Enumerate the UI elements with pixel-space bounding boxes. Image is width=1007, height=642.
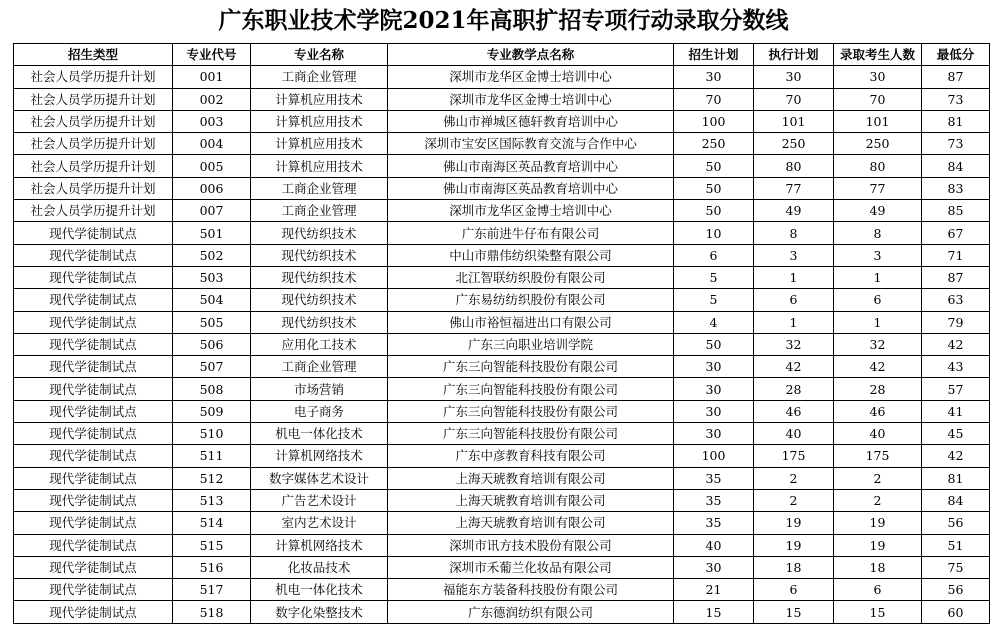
admitted-count-cell: 42 — [834, 356, 922, 378]
major-code-cell: 007 — [173, 200, 251, 222]
table-body — [14, 66, 990, 623]
major-code-cell: 503 — [173, 266, 251, 288]
min-score-cell: 73 — [922, 88, 990, 110]
min-score-cell: 43 — [922, 356, 990, 378]
major-code-cell: 515 — [173, 534, 251, 556]
table-row — [14, 579, 990, 601]
enrollment-plan-cell: 50 — [674, 200, 754, 222]
min-score-cell: 75 — [922, 556, 990, 578]
enrollment-plan-cell: 250 — [674, 133, 754, 155]
min-score-cell: 87 — [922, 66, 990, 88]
teaching-site-cell: 中山市鼎伟纺织染整有限公司 — [388, 244, 674, 266]
enrollment-plan-cell: 30 — [674, 356, 754, 378]
teaching-site-cell: 深圳市龙华区金博士培训中心 — [388, 66, 674, 88]
table-row — [14, 400, 990, 422]
admission-score-table — [13, 43, 990, 624]
min-score-cell: 42 — [922, 333, 990, 355]
enrollment-plan-cell: 4 — [674, 311, 754, 333]
enrollment-plan-cell: 40 — [674, 534, 754, 556]
major-code-cell: 506 — [173, 333, 251, 355]
teaching-site-cell: 深圳市讯方技术股份有限公司 — [388, 534, 674, 556]
min-score-cell: 56 — [922, 512, 990, 534]
teaching-site-cell: 上海天琥教育培训有限公司 — [388, 467, 674, 489]
table-row — [14, 244, 990, 266]
enrollment-plan-cell: 100 — [674, 445, 754, 467]
executed-plan-cell: 30 — [754, 66, 834, 88]
executed-plan-cell: 3 — [754, 244, 834, 266]
executed-plan-cell: 19 — [754, 512, 834, 534]
enrollment-type-cell: 现代学徒制试点 — [14, 244, 173, 266]
min-score-cell: 41 — [922, 400, 990, 422]
table-row — [14, 534, 990, 556]
executed-plan-cell: 2 — [754, 467, 834, 489]
major-code-cell: 504 — [173, 289, 251, 311]
min-score-cell: 81 — [922, 110, 990, 132]
admitted-count-cell: 46 — [834, 400, 922, 422]
enrollment-type-cell: 现代学徒制试点 — [14, 423, 173, 445]
major-name-cell: 机电一体化技术 — [251, 579, 388, 601]
teaching-site-cell: 广东易纺纺织股份有限公司 — [388, 289, 674, 311]
teaching-site-cell: 深圳市宝安区国际教育交流与合作中心 — [388, 133, 674, 155]
executed-plan-cell: 8 — [754, 222, 834, 244]
min-score-cell: 45 — [922, 423, 990, 445]
enrollment-type-cell: 现代学徒制试点 — [14, 579, 173, 601]
admitted-count-cell: 18 — [834, 556, 922, 578]
admitted-count-cell: 40 — [834, 423, 922, 445]
executed-plan-cell: 6 — [754, 579, 834, 601]
min-score-cell: 57 — [922, 378, 990, 400]
enrollment-type-cell: 社会人员学历提升计划 — [14, 66, 173, 88]
enrollment-type-cell: 现代学徒制试点 — [14, 534, 173, 556]
header-enrollment-type: 招生类型 — [14, 44, 173, 66]
major-code-cell: 509 — [173, 400, 251, 422]
executed-plan-cell: 40 — [754, 423, 834, 445]
teaching-site-cell: 佛山市裕恒福进出口有限公司 — [388, 311, 674, 333]
enrollment-plan-cell: 100 — [674, 110, 754, 132]
major-code-cell: 006 — [173, 177, 251, 199]
major-name-cell: 化妆品技术 — [251, 556, 388, 578]
enrollment-plan-cell: 50 — [674, 177, 754, 199]
teaching-site-cell: 北江智联纺织股份有限公司 — [388, 266, 674, 288]
teaching-site-cell: 广东三向智能科技股份有限公司 — [388, 378, 674, 400]
teaching-site-cell: 佛山市禅城区德轩教育培训中心 — [388, 110, 674, 132]
executed-plan-cell: 46 — [754, 400, 834, 422]
enrollment-plan-cell: 30 — [674, 66, 754, 88]
major-name-cell: 现代纺织技术 — [251, 244, 388, 266]
enrollment-plan-cell: 35 — [674, 512, 754, 534]
major-code-cell: 516 — [173, 556, 251, 578]
table-row — [14, 110, 990, 132]
table-row — [14, 445, 990, 467]
min-score-cell: 60 — [922, 601, 990, 623]
enrollment-type-cell: 现代学徒制试点 — [14, 289, 173, 311]
major-code-cell: 510 — [173, 423, 251, 445]
teaching-site-cell: 广东德润纺织有限公司 — [388, 601, 674, 623]
major-name-cell: 广告艺术设计 — [251, 489, 388, 511]
major-code-cell: 501 — [173, 222, 251, 244]
enrollment-plan-cell: 30 — [674, 423, 754, 445]
table-row — [14, 200, 990, 222]
teaching-site-cell: 福能东方装备科技股份有限公司 — [388, 579, 674, 601]
enrollment-plan-cell: 30 — [674, 400, 754, 422]
header-major-code: 专业代号 — [173, 44, 251, 66]
major-code-cell: 001 — [173, 66, 251, 88]
major-name-cell: 现代纺织技术 — [251, 311, 388, 333]
min-score-cell: 85 — [922, 200, 990, 222]
teaching-site-cell: 广东三向智能科技股份有限公司 — [388, 400, 674, 422]
major-name-cell: 室内艺术设计 — [251, 512, 388, 534]
major-name-cell: 计算机网络技术 — [251, 534, 388, 556]
executed-plan-cell: 70 — [754, 88, 834, 110]
enrollment-type-cell: 现代学徒制试点 — [14, 222, 173, 244]
major-name-cell: 计算机网络技术 — [251, 445, 388, 467]
enrollment-type-cell: 现代学徒制试点 — [14, 400, 173, 422]
enrollment-plan-cell: 6 — [674, 244, 754, 266]
major-code-cell: 512 — [173, 467, 251, 489]
major-name-cell: 计算机应用技术 — [251, 155, 388, 177]
table-row — [14, 423, 990, 445]
admitted-count-cell: 2 — [834, 489, 922, 511]
admitted-count-cell: 1 — [834, 311, 922, 333]
enrollment-plan-cell: 70 — [674, 88, 754, 110]
table-row — [14, 222, 990, 244]
major-name-cell: 现代纺织技术 — [251, 289, 388, 311]
executed-plan-cell: 42 — [754, 356, 834, 378]
enrollment-type-cell: 社会人员学历提升计划 — [14, 88, 173, 110]
header-executed-plan: 执行计划 — [754, 44, 834, 66]
major-name-cell: 数字化染整技术 — [251, 601, 388, 623]
major-name-cell: 计算机应用技术 — [251, 88, 388, 110]
admitted-count-cell: 70 — [834, 88, 922, 110]
table-row — [14, 311, 990, 333]
enrollment-type-cell: 现代学徒制试点 — [14, 601, 173, 623]
major-code-cell: 002 — [173, 88, 251, 110]
table-row — [14, 356, 990, 378]
table-header-row — [14, 44, 990, 66]
table-row — [14, 489, 990, 511]
admitted-count-cell: 19 — [834, 512, 922, 534]
executed-plan-cell: 80 — [754, 155, 834, 177]
teaching-site-cell: 佛山市南海区英品教育培训中心 — [388, 155, 674, 177]
enrollment-type-cell: 现代学徒制试点 — [14, 266, 173, 288]
table-row — [14, 512, 990, 534]
table-row — [14, 289, 990, 311]
major-code-cell: 003 — [173, 110, 251, 132]
executed-plan-cell: 77 — [754, 177, 834, 199]
major-code-cell: 505 — [173, 311, 251, 333]
major-name-cell: 应用化工技术 — [251, 333, 388, 355]
major-name-cell: 计算机应用技术 — [251, 133, 388, 155]
header-min-score: 最低分 — [922, 44, 990, 66]
executed-plan-cell: 15 — [754, 601, 834, 623]
major-name-cell: 现代纺织技术 — [251, 222, 388, 244]
teaching-site-cell: 深圳市龙华区金博士培训中心 — [388, 88, 674, 110]
min-score-cell: 51 — [922, 534, 990, 556]
enrollment-plan-cell: 30 — [674, 556, 754, 578]
enrollment-type-cell: 现代学徒制试点 — [14, 333, 173, 355]
admitted-count-cell: 19 — [834, 534, 922, 556]
min-score-cell: 87 — [922, 266, 990, 288]
enrollment-type-cell: 现代学徒制试点 — [14, 489, 173, 511]
admitted-count-cell: 3 — [834, 244, 922, 266]
admitted-count-cell: 32 — [834, 333, 922, 355]
enrollment-type-cell: 现代学徒制试点 — [14, 556, 173, 578]
table-row — [14, 133, 990, 155]
min-score-cell: 84 — [922, 155, 990, 177]
table-row — [14, 378, 990, 400]
major-name-cell: 工商企业管理 — [251, 200, 388, 222]
enrollment-plan-cell: 30 — [674, 378, 754, 400]
major-name-cell: 工商企业管理 — [251, 177, 388, 199]
major-code-cell: 508 — [173, 378, 251, 400]
enrollment-plan-cell: 5 — [674, 289, 754, 311]
executed-plan-cell: 18 — [754, 556, 834, 578]
major-name-cell: 计算机应用技术 — [251, 110, 388, 132]
major-name-cell: 数字媒体艺术设计 — [251, 467, 388, 489]
admitted-count-cell: 175 — [834, 445, 922, 467]
header-admitted-count: 录取考生人数 — [834, 44, 922, 66]
teaching-site-cell: 上海天琥教育培训有限公司 — [388, 489, 674, 511]
admitted-count-cell: 6 — [834, 579, 922, 601]
enrollment-type-cell: 现代学徒制试点 — [14, 378, 173, 400]
min-score-cell: 71 — [922, 244, 990, 266]
major-name-cell: 现代纺织技术 — [251, 266, 388, 288]
enrollment-type-cell: 现代学徒制试点 — [14, 467, 173, 489]
executed-plan-cell: 250 — [754, 133, 834, 155]
major-name-cell: 机电一体化技术 — [251, 423, 388, 445]
admitted-count-cell: 49 — [834, 200, 922, 222]
teaching-site-cell: 广东中彦教育科技有限公司 — [388, 445, 674, 467]
major-code-cell: 004 — [173, 133, 251, 155]
enrollment-type-cell: 社会人员学历提升计划 — [14, 200, 173, 222]
enrollment-plan-cell: 50 — [674, 333, 754, 355]
executed-plan-cell: 1 — [754, 266, 834, 288]
major-code-cell: 517 — [173, 579, 251, 601]
enrollment-plan-cell: 50 — [674, 155, 754, 177]
enrollment-plan-cell: 35 — [674, 489, 754, 511]
enrollment-type-cell: 社会人员学历提升计划 — [14, 177, 173, 199]
table-row — [14, 88, 990, 110]
admitted-count-cell: 80 — [834, 155, 922, 177]
executed-plan-cell: 175 — [754, 445, 834, 467]
admitted-count-cell: 2 — [834, 467, 922, 489]
min-score-cell: 73 — [922, 133, 990, 155]
enrollment-plan-cell: 15 — [674, 601, 754, 623]
enrollment-type-cell: 社会人员学历提升计划 — [14, 133, 173, 155]
teaching-site-cell: 上海天琥教育培训有限公司 — [388, 512, 674, 534]
enrollment-plan-cell: 10 — [674, 222, 754, 244]
table-row — [14, 177, 990, 199]
major-name-cell: 市场营销 — [251, 378, 388, 400]
major-code-cell: 518 — [173, 601, 251, 623]
enrollment-type-cell: 现代学徒制试点 — [14, 512, 173, 534]
table-row — [14, 467, 990, 489]
enrollment-type-cell: 社会人员学历提升计划 — [14, 110, 173, 132]
teaching-site-cell: 深圳市禾葡兰化妆品有限公司 — [388, 556, 674, 578]
teaching-site-cell: 广东三向职业培训学院 — [388, 333, 674, 355]
admitted-count-cell: 1 — [834, 266, 922, 288]
table-row — [14, 333, 990, 355]
executed-plan-cell: 6 — [754, 289, 834, 311]
table-row — [14, 556, 990, 578]
table-row — [14, 601, 990, 623]
major-code-cell: 514 — [173, 512, 251, 534]
enrollment-plan-cell: 5 — [674, 266, 754, 288]
min-score-cell: 79 — [922, 311, 990, 333]
teaching-site-cell: 深圳市龙华区金博士培训中心 — [388, 200, 674, 222]
teaching-site-cell: 广东三向智能科技股份有限公司 — [388, 423, 674, 445]
admitted-count-cell: 101 — [834, 110, 922, 132]
admitted-count-cell: 28 — [834, 378, 922, 400]
major-code-cell: 511 — [173, 445, 251, 467]
executed-plan-cell: 19 — [754, 534, 834, 556]
executed-plan-cell: 32 — [754, 333, 834, 355]
executed-plan-cell: 49 — [754, 200, 834, 222]
enrollment-plan-cell: 35 — [674, 467, 754, 489]
enrollment-type-cell: 现代学徒制试点 — [14, 445, 173, 467]
page-title: 广东职业技术学院2021年高职扩招专项行动录取分数线 — [218, 7, 789, 34]
table-row — [14, 66, 990, 88]
major-name-cell: 工商企业管理 — [251, 66, 388, 88]
min-score-cell: 63 — [922, 289, 990, 311]
header-enrollment-plan: 招生计划 — [674, 44, 754, 66]
major-code-cell: 513 — [173, 489, 251, 511]
executed-plan-cell: 2 — [754, 489, 834, 511]
major-code-cell: 507 — [173, 356, 251, 378]
executed-plan-cell: 101 — [754, 110, 834, 132]
min-score-cell: 81 — [922, 467, 990, 489]
header-major-name: 专业名称 — [251, 44, 388, 66]
admitted-count-cell: 15 — [834, 601, 922, 623]
table-row — [14, 266, 990, 288]
header-teaching-site: 专业教学点名称 — [388, 44, 674, 66]
admitted-count-cell: 77 — [834, 177, 922, 199]
teaching-site-cell: 佛山市南海区英品教育培训中心 — [388, 177, 674, 199]
min-score-cell: 83 — [922, 177, 990, 199]
admitted-count-cell: 30 — [834, 66, 922, 88]
admitted-count-cell: 8 — [834, 222, 922, 244]
executed-plan-cell: 28 — [754, 378, 834, 400]
enrollment-type-cell: 现代学徒制试点 — [14, 311, 173, 333]
min-score-cell: 84 — [922, 489, 990, 511]
min-score-cell: 56 — [922, 579, 990, 601]
min-score-cell: 67 — [922, 222, 990, 244]
enrollment-plan-cell: 21 — [674, 579, 754, 601]
table-row — [14, 155, 990, 177]
major-name-cell: 工商企业管理 — [251, 356, 388, 378]
major-code-cell: 005 — [173, 155, 251, 177]
enrollment-type-cell: 社会人员学历提升计划 — [14, 155, 173, 177]
enrollment-type-cell: 现代学徒制试点 — [14, 356, 173, 378]
teaching-site-cell: 广东三向智能科技股份有限公司 — [388, 356, 674, 378]
admitted-count-cell: 6 — [834, 289, 922, 311]
executed-plan-cell: 1 — [754, 311, 834, 333]
admitted-count-cell: 250 — [834, 133, 922, 155]
major-name-cell: 电子商务 — [251, 400, 388, 422]
major-code-cell: 502 — [173, 244, 251, 266]
min-score-cell: 42 — [922, 445, 990, 467]
teaching-site-cell: 广东前进牛仔布有限公司 — [388, 222, 674, 244]
